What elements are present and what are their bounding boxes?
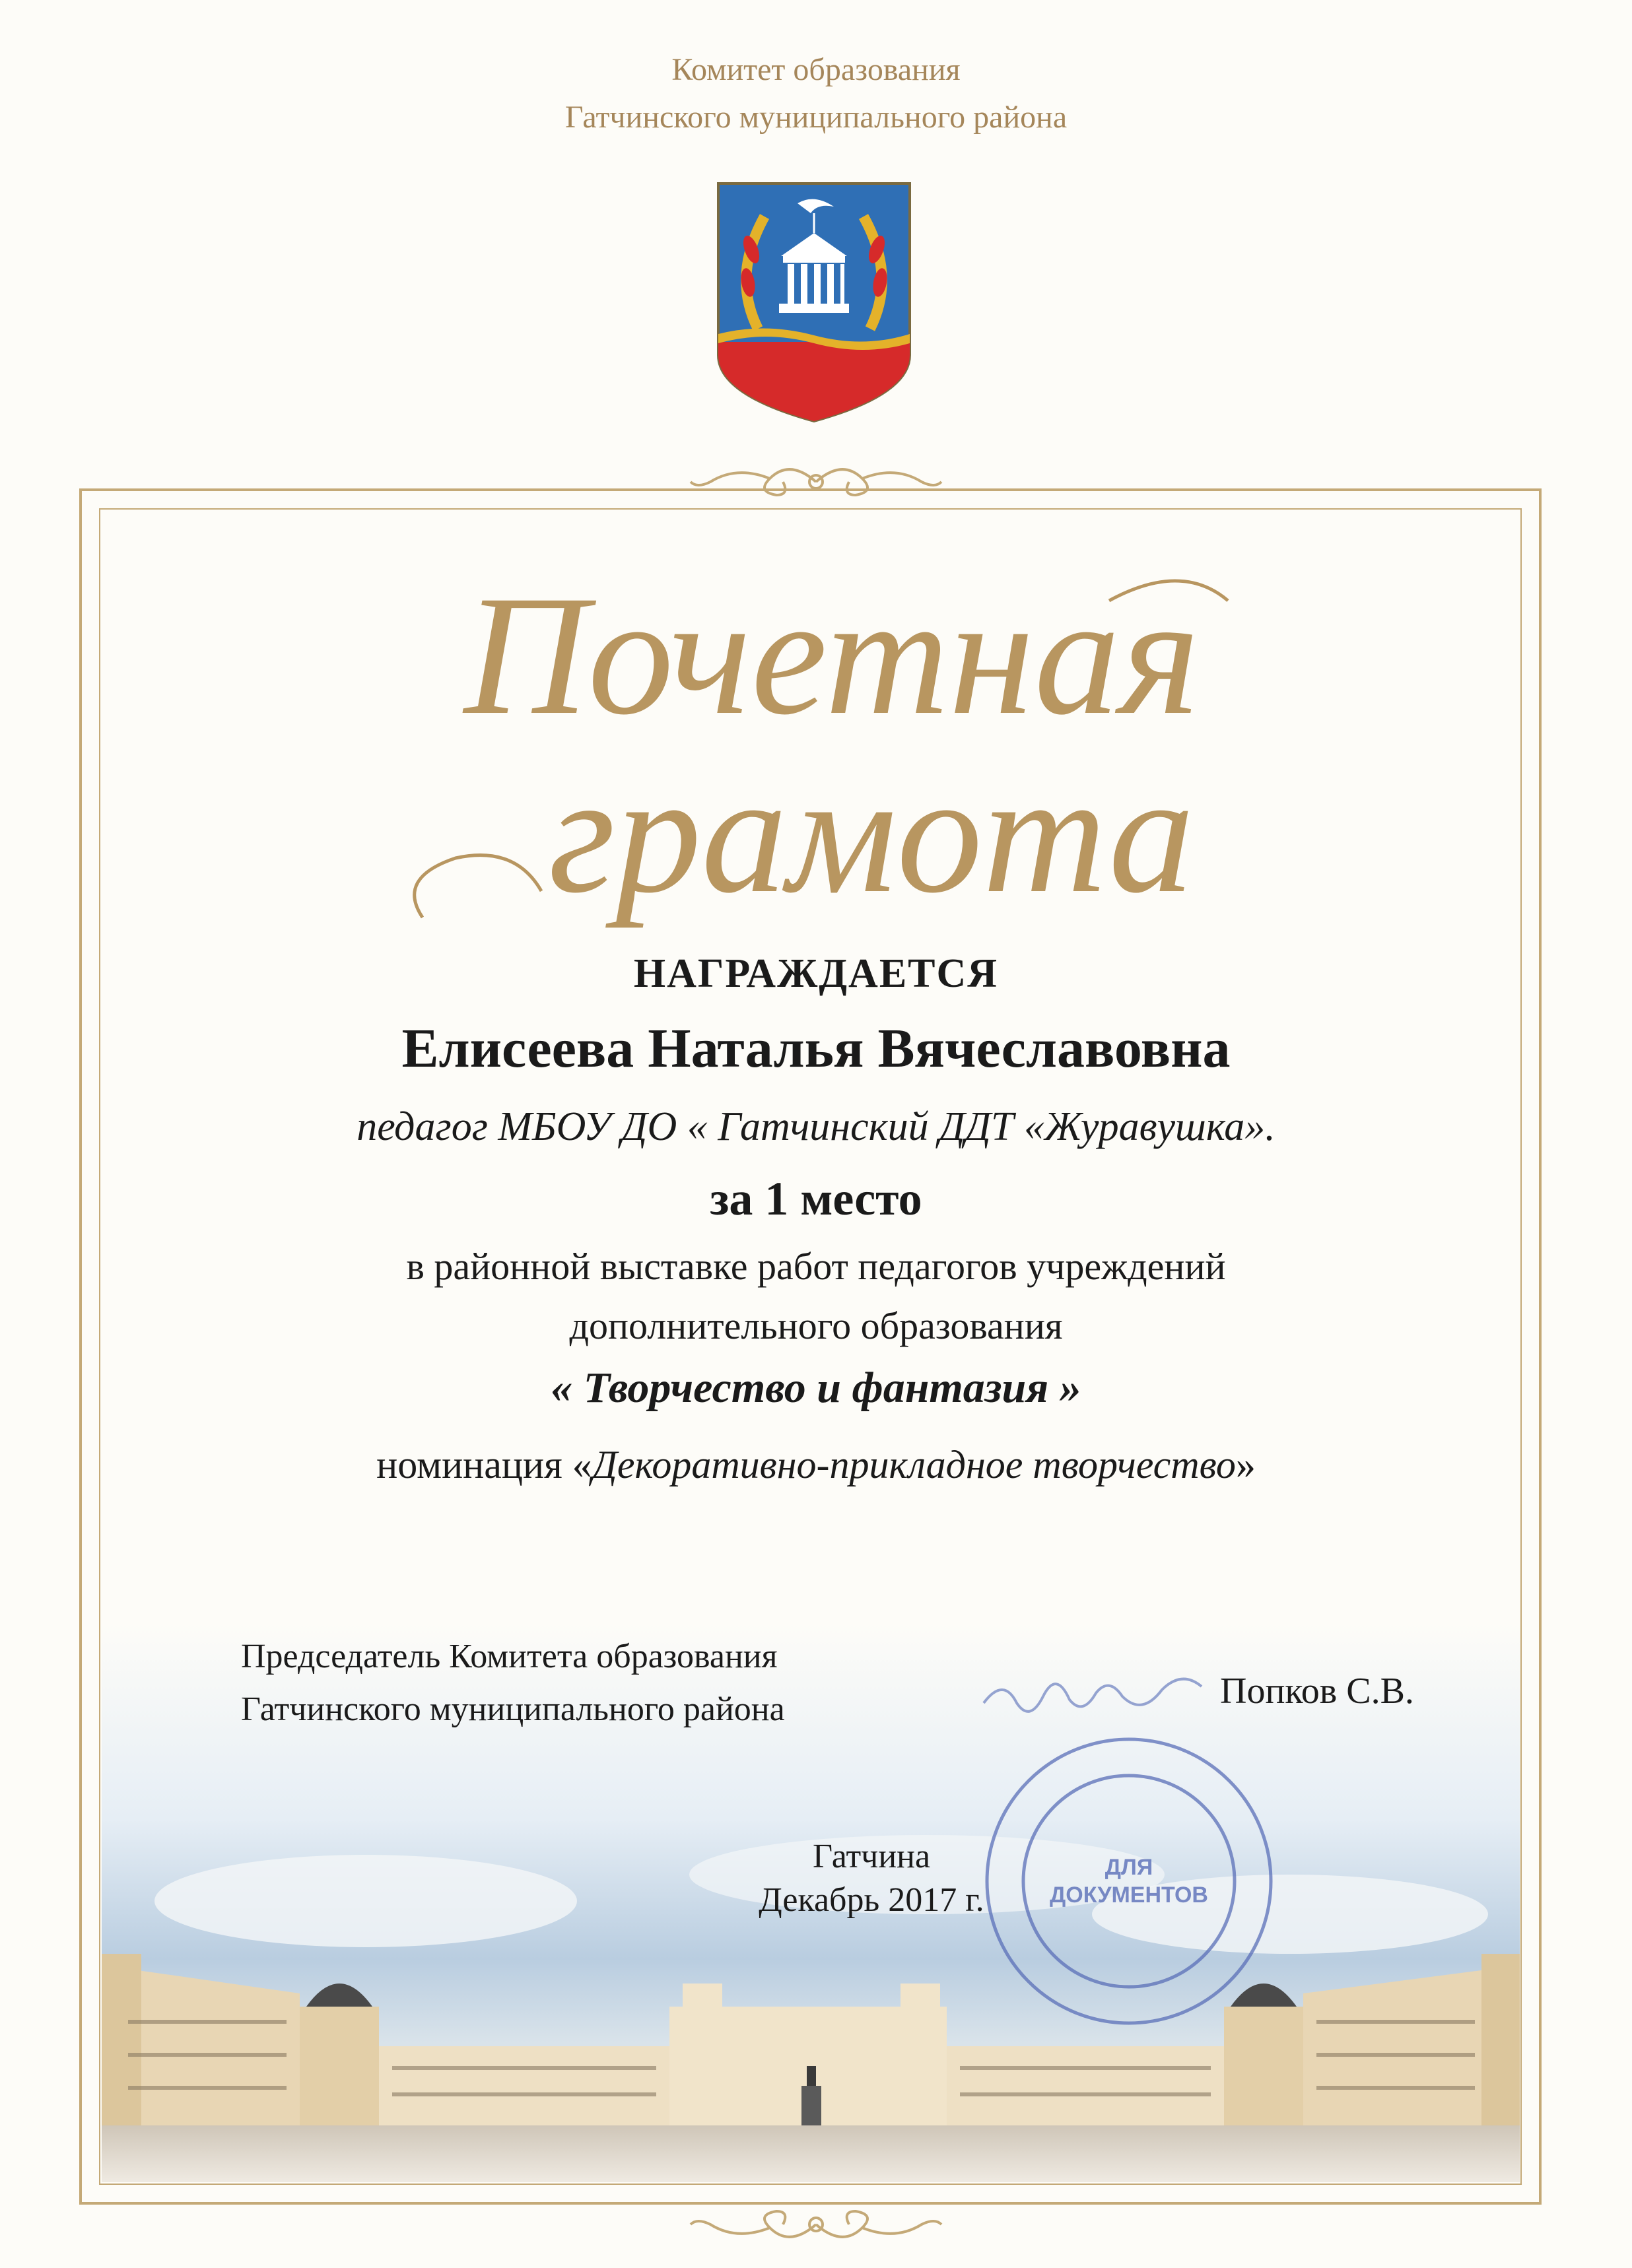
- svg-text:ДЛЯ: ДЛЯ: [1105, 1855, 1153, 1880]
- gatchina-coat-of-arms-icon: [712, 177, 916, 428]
- nomination-prefix: номинация «: [376, 1443, 592, 1486]
- committee-line-1: Комитет образования: [671, 52, 961, 87]
- nomination-suffix: »: [1235, 1443, 1256, 1486]
- committee-line-2: Гатчинского муниципального района: [564, 100, 1068, 135]
- title-line-2: грамота: [548, 739, 1195, 929]
- place-date: [673, 1835, 1070, 1922]
- contest-name: « Творчество и фантазия »: [551, 1364, 1081, 1412]
- ornament-top-icon: [684, 452, 948, 512]
- committee-header: [0, 46, 1632, 141]
- ornament-bottom-icon: [684, 2201, 948, 2254]
- recipient-position: педагог МБОУ ДО « Гатчинский ДДТ «Журавушка».: [357, 1104, 1275, 1149]
- recipient-name: Елисеева Наталья Вячеславовна: [401, 1018, 1231, 1079]
- chairman-title: [241, 1630, 785, 1736]
- title-line-1: Почетная: [463, 560, 1200, 750]
- signer-name: Попков С.В.: [1220, 1671, 1414, 1712]
- svg-text:ДОКУМЕНТОВ: ДОКУМЕНТОВ: [1050, 1883, 1208, 1908]
- chair-line-2: Гатчинского муниципального района: [241, 1690, 785, 1728]
- awarded-label: НАГРАЖДАЕТСЯ: [633, 951, 999, 996]
- nomination: [0, 1442, 1632, 1488]
- award-place: за 1 место: [710, 1172, 922, 1225]
- handwritten-signature-icon: [970, 1657, 1221, 1729]
- chair-line-1: Председатель Комитета образования: [241, 1638, 778, 1675]
- certificate-title: [370, 548, 1294, 957]
- issue-date: Декабрь 2017 г.: [759, 1881, 984, 1919]
- description-line-2: дополнительного образования: [569, 1304, 1063, 1347]
- nomination-name: Декоративно-прикладное творчество: [592, 1443, 1236, 1486]
- city-name: Гатчина: [812, 1838, 931, 1875]
- description-line-1: в районной выставке работ педагогов учреждений: [406, 1245, 1226, 1288]
